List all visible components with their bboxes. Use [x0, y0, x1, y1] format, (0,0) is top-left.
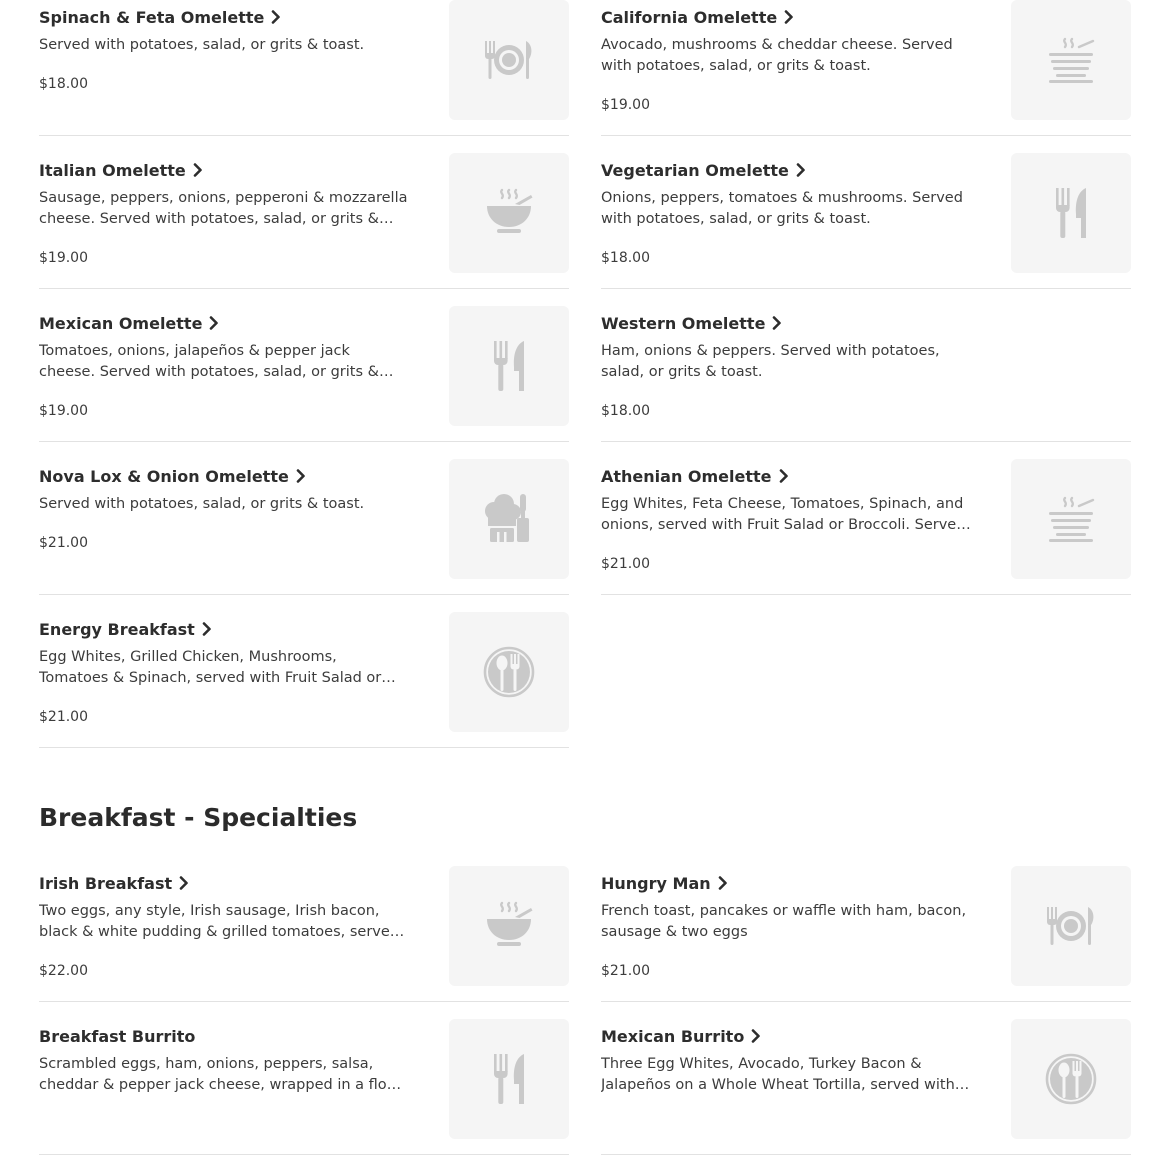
menu-item-image[interactable] — [449, 866, 569, 986]
menu-item-image[interactable] — [1011, 1019, 1131, 1139]
menu-item-name: Mexican Omelette — [39, 314, 203, 333]
menu-item-description: Served with potatoes, salad, or grits & toast. — [39, 37, 365, 53]
menu-item-title[interactable] — [39, 873, 190, 895]
chevron-right-icon — [717, 876, 729, 890]
chevron-right-icon — [295, 469, 307, 483]
menu-item-title[interactable] — [39, 313, 220, 335]
menu-item-price: $19.00 — [601, 97, 650, 113]
chevron-right-icon — [783, 10, 795, 24]
menu-item-title[interactable] — [601, 7, 795, 29]
menu-item-breakfast-burrito[interactable] — [39, 1019, 569, 1155]
menu-item-name: Spinach & Feta Omelette — [39, 8, 265, 27]
chevron-right-icon — [270, 10, 282, 24]
menu-item-description: Avocado, mushrooms & cheddar cheese. Served with potatoes, salad, or grits & toast. — [601, 37, 953, 74]
menu-item-california-omelette[interactable] — [601, 0, 1131, 136]
menu-item-price: $19.00 — [39, 403, 88, 419]
menu-item-title[interactable] — [39, 7, 282, 29]
menu-item-description: French toast, pancakes or waffle with ham, bacon, sausage & two eggs — [601, 903, 967, 940]
menu-item-price: $21.00 — [39, 535, 88, 551]
menu-item-name: Vegetarian Omelette — [601, 161, 789, 180]
steaming-bowl-icon — [1044, 492, 1098, 546]
menu-item-mexican-omelette[interactable] — [39, 306, 569, 442]
menu-item-description: Egg Whites, Feta Cheese, Tomatoes, Spinach, and onions, served with Fruit Salad or Broccoli. Served — [601, 496, 966, 533]
menu-item-title[interactable] — [39, 466, 307, 488]
menu-item-title[interactable] — [39, 619, 213, 641]
menu-item-price: $21.00 — [601, 556, 650, 572]
menu-item-mexican-burrito[interactable] — [601, 1019, 1131, 1155]
menu-item-description: Two eggs, any style, Irish sausage, Irish bacon, black & white pudding & grilled tomatoes, served — [39, 903, 400, 940]
section-heading-specialties: Breakfast - Specialties — [39, 803, 358, 832]
menu-item-image[interactable] — [1011, 459, 1131, 579]
spoon-fork-plate-icon — [1044, 1052, 1098, 1106]
chevron-right-icon — [795, 163, 807, 177]
fork-knife-icon — [482, 1052, 536, 1106]
fork-knife-icon — [1044, 186, 1098, 240]
menu-item-title[interactable] — [601, 873, 729, 895]
menu-item-title[interactable] — [39, 1026, 195, 1048]
menu-item-nova-lox-and-onion-omelette[interactable] — [39, 459, 569, 595]
plate-utensils-icon — [1044, 899, 1098, 953]
menu-item-image[interactable] — [1011, 153, 1131, 273]
steaming-bowl-icon — [1044, 33, 1098, 87]
chevron-right-icon — [178, 876, 190, 890]
chevron-right-icon — [771, 316, 783, 330]
chevron-right-icon — [192, 163, 204, 177]
menu-item-description: Egg Whites, Grilled Chicken, Mushrooms, Tomatoes & Spinach, served with Fruit Salad or — [39, 649, 382, 686]
menu-item-name: California Omelette — [601, 8, 778, 27]
menu-item-vegetarian-omelette[interactable] — [601, 153, 1131, 289]
menu-item-title[interactable] — [601, 160, 807, 182]
menu-item-description: Three Egg Whites, Avocado, Turkey Bacon & Jalapeños on a Whole Wheat Tortilla, served with — [601, 1056, 955, 1093]
menu-item-title[interactable] — [39, 160, 204, 182]
menu-item-price: $18.00 — [39, 76, 88, 92]
soup-bowl-icon — [482, 899, 536, 953]
chevron-right-icon — [201, 622, 213, 636]
menu-item-name: Energy Breakfast — [39, 620, 195, 639]
menu-item-spinach-and-feta-omelette[interactable] — [39, 0, 569, 136]
menu-item-title[interactable] — [601, 1026, 762, 1048]
menu-item-description: Ham, onions & peppers. Served with potatoes, salad, or grits & toast. — [601, 343, 940, 380]
menu-item-name: Athenian Omelette — [601, 467, 772, 486]
menu-item-image[interactable] — [449, 153, 569, 273]
menu-item-price: $18.00 — [601, 250, 650, 266]
menu-item-athenian-omelette[interactable] — [601, 459, 1131, 595]
menu-item-energy-breakfast[interactable] — [39, 612, 569, 748]
plate-utensils-icon — [482, 33, 536, 87]
menu-item-image[interactable] — [1011, 0, 1131, 120]
menu-item-italian-omelette[interactable] — [39, 153, 569, 289]
chevron-right-icon — [208, 316, 220, 330]
menu-item-image[interactable] — [449, 612, 569, 732]
menu-item-image[interactable] — [1011, 866, 1131, 986]
chevron-right-icon — [778, 469, 790, 483]
menu-item-hungry-man[interactable] — [601, 866, 1131, 1002]
menu-item-description: Sausage, peppers, onions, pepperoni & mozzarella cheese. Served with potatoes, salad, or grits & — [39, 190, 408, 227]
menu-item-title[interactable] — [601, 466, 790, 488]
menu-item-price: $19.00 — [39, 250, 88, 266]
menu-item-name: Hungry Man — [601, 874, 711, 893]
menu-item-description: Tomatoes, onions, jalapeños & pepper jack cheese. Served with potatoes, salad, or grits & — [39, 343, 379, 380]
menu-item-name: Irish Breakfast — [39, 874, 173, 893]
menu-item-price: $18.00 — [601, 403, 650, 419]
menu-item-image[interactable] — [449, 1019, 569, 1139]
menu-item-title[interactable] — [601, 313, 783, 335]
menu-item-western-omelette[interactable] — [601, 306, 1131, 442]
menu-item-name: Western Omelette — [601, 314, 766, 333]
menu-item-irish-breakfast[interactable] — [39, 866, 569, 1002]
menu-item-price: $21.00 — [39, 709, 88, 725]
menu-item-description: Scrambled eggs, ham, onions, peppers, salsa, cheddar & pepper jack cheese, wrapped in a flour — [39, 1056, 402, 1093]
chevron-right-icon — [750, 1029, 762, 1043]
menu-item-image[interactable] — [449, 459, 569, 579]
menu-item-image[interactable] — [449, 306, 569, 426]
menu-item-description: Served with potatoes, salad, or grits & toast. — [39, 496, 365, 512]
menu-item-name: Mexican Burrito — [601, 1027, 745, 1046]
menu-item-price: $21.00 — [601, 963, 650, 979]
menu-item-image[interactable] — [449, 0, 569, 120]
menu-item-name: Breakfast Burrito — [39, 1027, 196, 1046]
fork-knife-icon — [482, 339, 536, 393]
menu-item-name: Nova Lox & Onion Omelette — [39, 467, 289, 486]
chef-hat-icon — [482, 492, 536, 546]
soup-bowl-icon — [482, 186, 536, 240]
spoon-fork-plate-icon — [482, 645, 536, 699]
menu-item-price: $22.00 — [39, 963, 88, 979]
menu-item-description: Onions, peppers, tomatoes & mushrooms. Served with potatoes, salad, or grits & toast. — [601, 190, 963, 227]
menu-item-name: Italian Omelette — [39, 161, 186, 180]
